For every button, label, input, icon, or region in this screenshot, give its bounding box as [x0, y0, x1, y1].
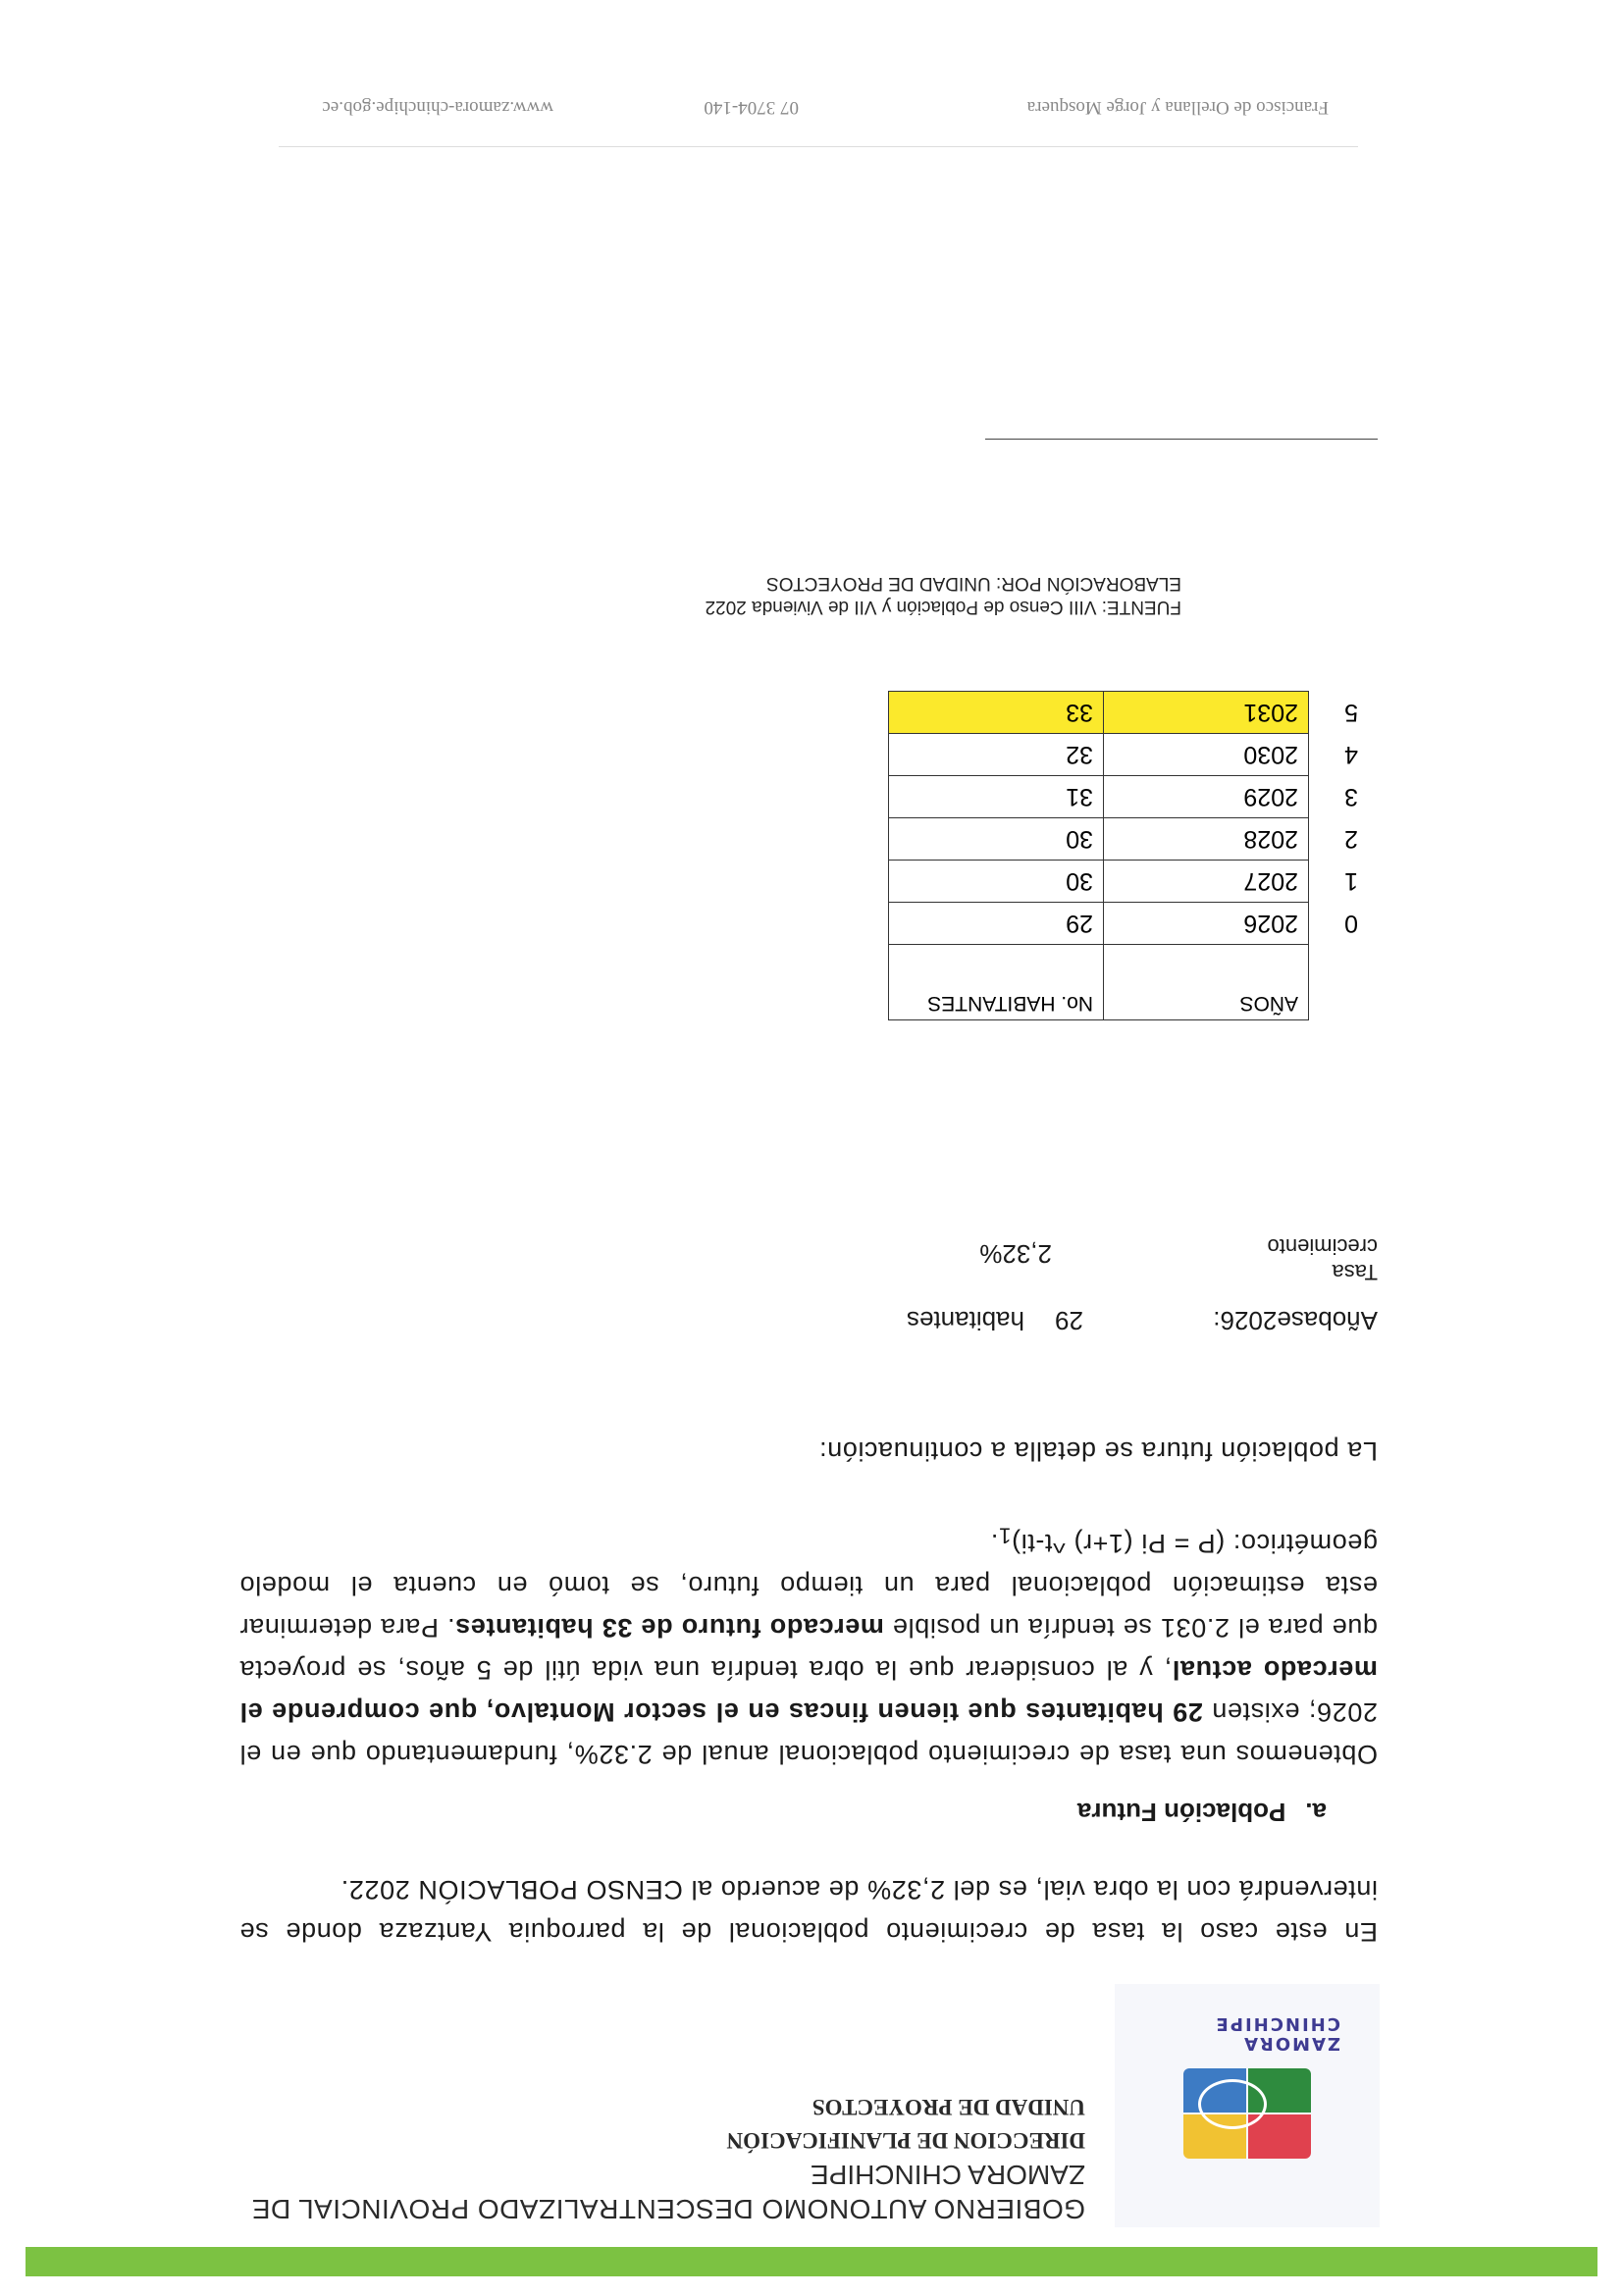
logo-wordmark: ZAMORA CHINCHIPE	[1214, 2013, 1340, 2054]
base-year-label: Añobase2026:	[1213, 1305, 1378, 1335]
column-header-inhabitants: No. HABITANTES	[889, 945, 1104, 1020]
footer-website: www.zamora-chinchipe.gob.ec	[322, 97, 553, 118]
growth-rate-label: Tasa crecimiento	[1267, 1233, 1378, 1284]
table-intro-paragraph: La población futura se detalla a continuación:	[818, 1435, 1378, 1466]
table-row: 1 2027 30	[889, 861, 1359, 903]
base-population-value: 29	[1055, 1305, 1083, 1335]
province-name: ZAMORA CHINCHIPE	[810, 2160, 1085, 2190]
footer	[230, 92, 1329, 118]
growth-rate-value: 2,32%	[979, 1238, 1052, 1269]
projection-parameters	[239, 1208, 1378, 1335]
table-header-row	[889, 945, 1359, 1020]
table-row: 2 2028 30	[889, 818, 1359, 861]
department-name: DIRECCION DE PLANIFICACIÓN	[726, 2128, 1085, 2153]
footer-address: Francisco de Orellana y Jorge Mosquera	[1026, 97, 1329, 118]
institution-name: GOBIERNO AUTONOMO DESCENTRALIZADO PROVINCIAL DE	[251, 2194, 1085, 2224]
document-body	[239, 1208, 1378, 1953]
footer-divider	[279, 146, 1358, 147]
column-header-years: AÑOS	[1104, 945, 1309, 1020]
intro-paragraph: En este caso la tasa de crecimiento poblacional de la parroquia Yantzaza donde se intervendrá con la obra vial, es del 2,32% de acuerdo al CENSO POBLACIÓN 2022.	[239, 1875, 1378, 1947]
table-row: 0 2026 29	[889, 903, 1359, 945]
table-row: 4 2030 32	[889, 734, 1359, 776]
letterhead	[202, 2090, 1085, 2225]
footer-phone: 07 3704-140	[704, 97, 799, 118]
unit-name: UNIDAD DE PROYECTOS	[812, 2095, 1085, 2119]
header-green-bar	[26, 2247, 1597, 2276]
gad-logo	[1115, 1984, 1380, 2227]
provincial-seal-icon	[1183, 2068, 1311, 2159]
table-source-note: FUENTE: VIII Censo de Población y VII de Vivienda 2022 ELABORACIÓN POR: UNIDAD DE PROYECTOS	[705, 573, 1181, 617]
table-row-highlighted: 5 2031 33	[889, 692, 1359, 734]
table-row: 3 2029 31	[889, 776, 1359, 818]
signature-line	[985, 439, 1378, 440]
population-projection-table	[888, 691, 1358, 1020]
base-population-unit: habitantes	[907, 1305, 1024, 1335]
section-heading: a.Población Futura	[1076, 1798, 1327, 1827]
growth-paragraph: Obtenemos una tasa de crecimiento poblacional anual de 2.32%, fundamentando que en el 2026; existen 29 habitantes que tienen fincas en el sector Montalvo, que comprende el mercado actual, y al considerar que la obra tendría una vida útil de 5 años, se proyecta que para el 2.031 se tendría un posible mercado futuro de 33 habitantes. Para determinar esta estimación poblacional para un tiempo futuro, se tomó en cuenta el modelo geométrico: (P = Pi (1+r) $\^{}t-ti)_1$.	[239, 1523, 1378, 1769]
